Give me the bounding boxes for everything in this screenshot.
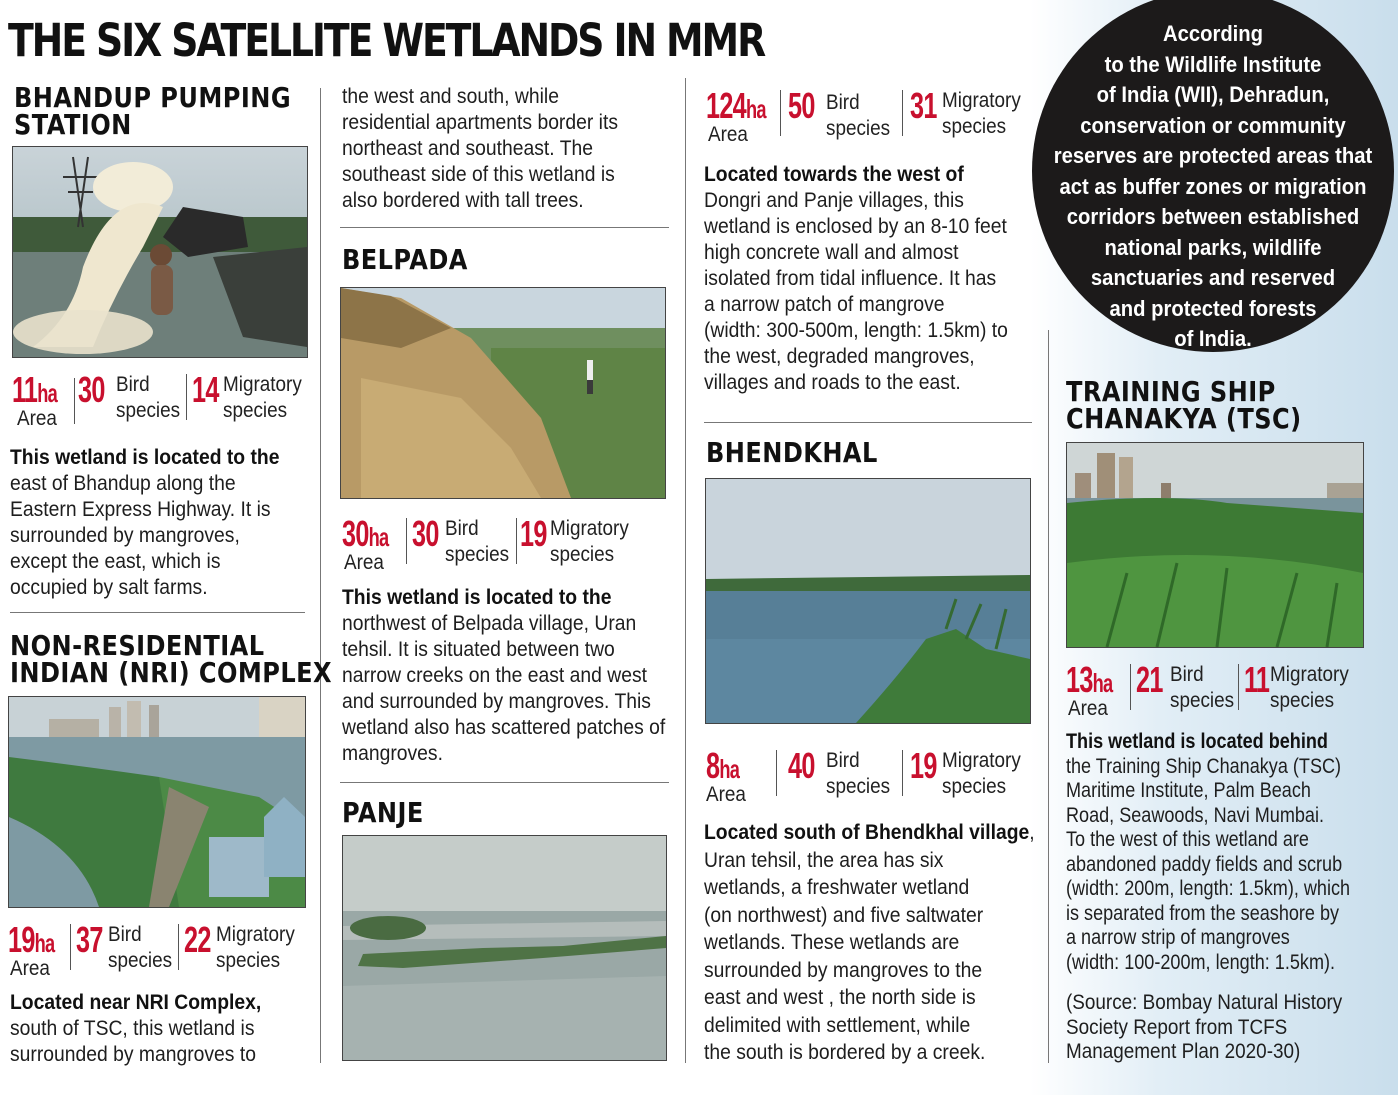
section-divider [10, 612, 305, 613]
column-divider [320, 88, 321, 1063]
photo-bhandup-pumping [12, 146, 308, 358]
description-nri: Located near NRI Complex, south of TSC, this wetland is surrounded by mangroves to [10, 991, 262, 1066]
section-title: BHANDUP PUMPING STATION [14, 81, 292, 141]
section-title: PANJE [342, 796, 424, 829]
stats-bhendkhal: 8ha Area 40 Bird species 19 Migratory species [706, 745, 1021, 806]
column-divider [1048, 330, 1049, 1063]
photo-belpada [340, 287, 666, 499]
source-note: (Source: Bombay Natural History Society Report from TCFS Management Plan 2020-30) [1066, 991, 1343, 1063]
section-title: TRAINING SHIP CHANAKYA (TSC) [1066, 375, 1302, 435]
photo-tsc [1066, 442, 1364, 648]
description-bhendkhal: Located south of Bhendkhal village, Uran tehsil, the area has six wetlands, a freshwater wetland (on northwest) and five saltwater wetlands. These wetlands are surrounded by mangroves to the east and west , the north side is delimited with settlement, while the south is bordered by a creek. [704, 821, 1035, 1064]
photo-bhendkhal [705, 478, 1031, 724]
section-divider [340, 227, 669, 228]
description-nri-continued: the west and south, while residential apartments border its northeast and southeast. The southeast side of this wetland is also bordered with tall trees. [342, 85, 618, 212]
description-belpada: This wetland is located to the northwest of Belpada village, Uran tehsil. It is situated between two narrow creeks on the east and west and surrounded by mangroves. This wetland also has scattered patches of mangroves. [342, 586, 666, 765]
description-panje: Located towards the west of Dongri and Panje villages, this wetland is enclosed by an 8-10 feet high concrete wall and almost isolated from tidal influence. It has a narrow patch of mangrove (width: 300-500m, length: 1.5km) to the west, degraded mangroves, villages and roads to the east. [704, 163, 1008, 394]
stats-bhandup: 11ha Area 30 Bird species 14 Migratory species [12, 369, 302, 430]
section-divider [340, 782, 669, 783]
wii-callout-text: According to the Wildlife Institute of India (WII), Dehradun, conservation or community reserves are protected areas that act as buffer zones or migration corridors between established national parks, wildlife sanctuaries and reserved and protected forests of India. [1053, 21, 1373, 351]
column-divider [685, 78, 686, 1063]
section-title: BELPADA [342, 243, 468, 276]
description-bhandup: This wetland is located to the east of Bhandup along the Eastern Express Highway. It is surrounded by mangroves, except the east, which is occupied by salt farms. [10, 446, 280, 599]
section-title: BHENDKHAL [706, 436, 878, 469]
stats-tsc: 13ha Area 21 Bird species 11 Migratory species [1066, 659, 1349, 720]
stats-panje: 124ha Area 50 Bird species 31 Migratory species [706, 85, 1021, 146]
stats-nri: 19ha Area 37 Bird species 22 Migratory species [8, 919, 295, 980]
stats-belpada: 30ha Area 30 Bird species 19 Migratory species [342, 513, 629, 574]
photo-panje [342, 835, 667, 1061]
section-title: NON-RESIDENTIAL INDIAN (NRI) COMPLEX [10, 629, 333, 689]
description-tsc: This wetland is located behind the Training Ship Chanakya (TSC) Maritime Institute, Palm Beach Road, Seawoods, Navi Mumbai. To the west of this wetland are abandoned paddy fields and scrub (width: 200m, length: 1.5km), which is separated from the seashore by a narrow strip of mangroves (width: 100-200m, length: 1.5km). [1066, 730, 1351, 974]
photo-nri-complex [8, 696, 306, 908]
page-title: THE SIX SATELLITE WETLANDS IN MMR [8, 14, 765, 67]
section-divider [704, 422, 1032, 423]
